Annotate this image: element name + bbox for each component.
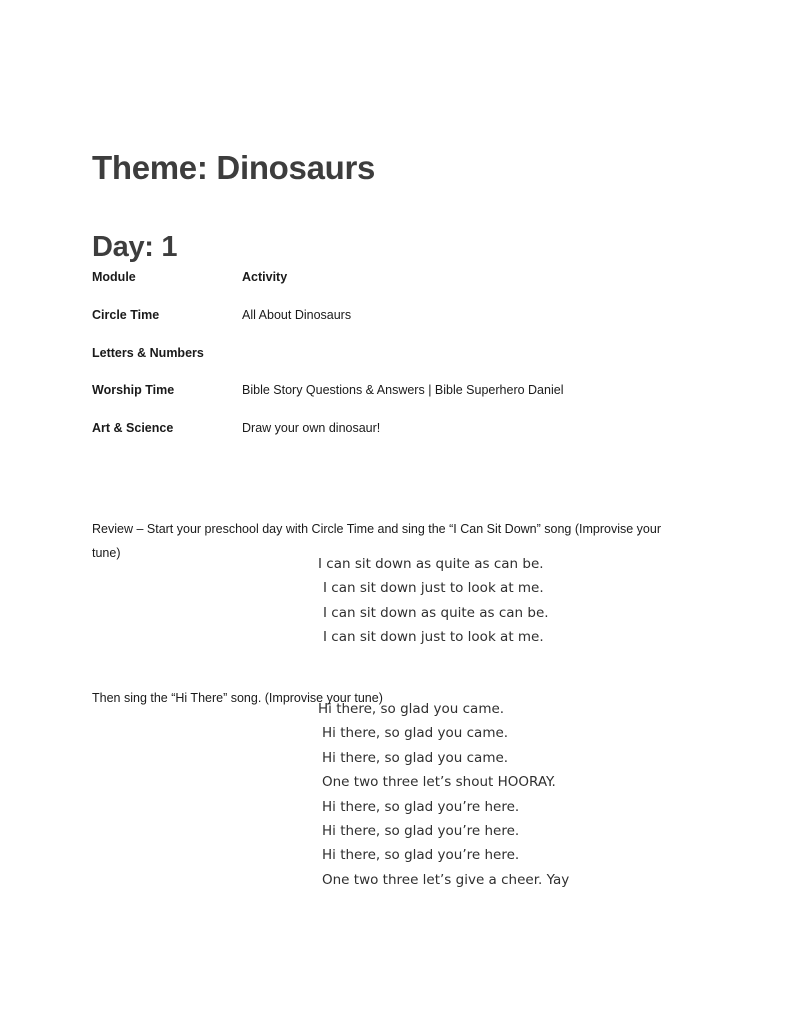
lyric-line: Hi there, so glad you’re here. xyxy=(322,823,520,840)
activity-value: Bible Story Questions & Answers | Bible Superhero Daniel xyxy=(242,383,564,397)
activity-value: All About Dinosaurs xyxy=(242,308,352,322)
schedule-table xyxy=(92,270,702,458)
lyric-line: One two three let’s shout HOORAY. xyxy=(322,774,556,791)
lyric-line: Hi there, so glad you came. xyxy=(318,701,505,717)
lyric-line: Hi there, so glad you’re here. xyxy=(322,847,520,864)
column-header-activity: Activity xyxy=(242,270,288,284)
table-row xyxy=(92,383,702,421)
activity-value: Draw your own dinosaur! xyxy=(242,420,381,435)
review-instruction-paragraph: Review – Start your preschool day with Circle Time and sing the “I Can Sit Down” song (Improvise your tune) xyxy=(92,521,661,560)
day-heading: Day: 1 xyxy=(92,231,178,264)
table-row xyxy=(92,308,702,346)
lyric-line: Hi there, so glad you came. xyxy=(322,725,509,742)
module-label: Letters & Numbers xyxy=(92,345,204,360)
table-header-row xyxy=(92,270,702,308)
module-label: Worship Time xyxy=(92,383,175,397)
module-label: Art & Science xyxy=(92,420,174,435)
theme-heading: Theme: Dinosaurs xyxy=(92,149,376,187)
lyric-line: I can sit down as quite as can be. xyxy=(318,556,544,572)
lyric-line: Hi there, so glad you came. xyxy=(322,749,509,766)
lyric-line: I can sit down as quite as can be. xyxy=(323,604,549,621)
table-row xyxy=(92,421,702,459)
activity-value xyxy=(242,346,702,384)
lyric-line: I can sit down just to look at me. xyxy=(323,580,544,597)
column-header-module: Module xyxy=(92,270,136,284)
lyric-line: One two three let’s give a cheer. Yay xyxy=(322,871,570,888)
module-label: Circle Time xyxy=(92,308,160,322)
lyric-line: I can sit down just to look at me. xyxy=(323,629,544,646)
then-sing-instruction-paragraph: Then sing the “Hi There” song. (Improvise your tune) xyxy=(92,690,383,705)
song-lyrics-hi-there xyxy=(318,697,569,892)
song-lyrics-i-can-sit-down xyxy=(318,552,549,650)
lyric-line: Hi there, so glad you’re here. xyxy=(322,798,520,815)
table-row xyxy=(92,346,702,384)
